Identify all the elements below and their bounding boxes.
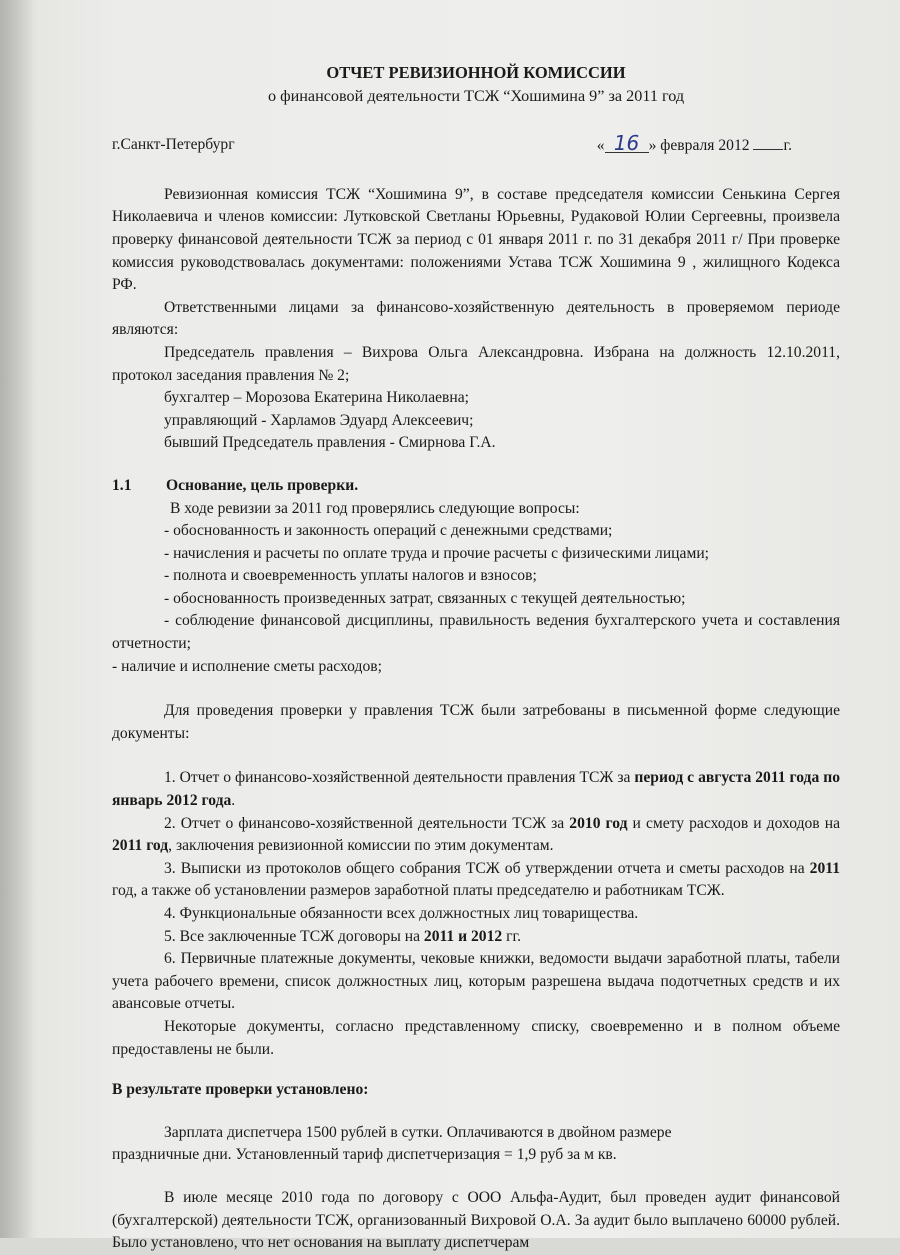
year-suffix: г. (783, 137, 792, 155)
requested-doc-2 (112, 813, 840, 858)
doc2-text: 2. Отчет о финансово-хозяйственной деятельности ТСЖ за (164, 814, 570, 832)
section-number: 1.1 (112, 476, 132, 494)
chairman-line: Председатель правления – Вихрова Ольга Александровна. Избрана на должность 12.10.2011, протокол заседания правления № 2; (112, 343, 840, 384)
report-subtitle: о финансовой деятельности ТСЖ “Хошимина 9” за 2011 год (267, 86, 685, 105)
city: г.Санкт-Петербург (112, 136, 235, 154)
list-item: - соблюдение финансовой дисциплины, правильность ведения бухгалтерского учета и составления отчетности; (112, 612, 840, 653)
doc5-end: гг. (502, 927, 522, 945)
doc2-year-b: 2011 год (112, 837, 169, 855)
date-open-quote: « (596, 137, 605, 155)
section-heading (112, 475, 840, 498)
former-chairman-line: бывший Председатель правления - Смирнова Г.А. (164, 434, 496, 452)
doc1-end: . (231, 792, 236, 810)
doc3-year: 2011 (809, 859, 840, 877)
requested-doc-6: 6. Первичные платежные документы, чековые книжки, ведомости выдачи заработной платы, табели учета рабочего времени, список должностных лиц, которым разрешена выдача подотчетных средств и их авансовые отчеты. (112, 950, 840, 1013)
audit-paragraph: В июле месяце 2010 года по договору с ООО Альфа-Аудит, был проведен аудит финансовой (бухгалтерской) деятельности ТСЖ, организованный Вихровой О.А. За аудит было выплачено 60000 рублей. Было установлено, что нет основания на выплату диспетчерам (112, 1188, 840, 1252)
doc3-end: год, а также об установлении размеров заработной платы председателю и работникам ТСЖ. (112, 882, 725, 900)
manager-line: управляющий - Харламов Эдуард Алексеевич; (164, 411, 474, 429)
requested-doc-1 (112, 767, 840, 812)
list-item: - полнота и своевременность уплаты налогов и взносов; (164, 567, 537, 585)
report-date (596, 131, 792, 158)
list-item: - начисления и расчеты по оплате труда и прочие расчеты с физическими лицами; (164, 544, 709, 562)
year-blank (753, 135, 783, 150)
accountant-line: бухгалтер – Морозова Екатерина Николаевна; (164, 389, 469, 407)
doc2-year: 2010 год (569, 814, 628, 832)
section-lead: В ходе ревизии за 2011 год проверялись следующие вопросы: (170, 499, 580, 517)
dispatcher-salary-line-2: праздничные дни. Установленный тариф диспетчеризация = 1,9 руб за м кв. (112, 1146, 617, 1164)
results-heading: В результате проверки установлено: (112, 1081, 369, 1099)
list-item: - обоснованность и законность операций с денежными средствами; (164, 522, 613, 540)
handwritten-day: 16 (605, 134, 649, 153)
missing-docs-note: Некоторые документы, согласно представленному списку, своевременно и в полном объеме предоставлены не были. (112, 1017, 840, 1058)
doc1-text: 1. Отчет о финансово-хозяйственной деятельности правления ТСЖ за (164, 769, 635, 787)
requested-doc-5 (112, 926, 840, 949)
list-item: - обоснованность произведенных затрат, связанных с текущей деятельностью; (164, 589, 686, 607)
doc5-text: 5. Все заключенные ТСЖ договоры на (164, 927, 424, 945)
requested-docs-lead: Для проведения проверки у правления ТСЖ были затребованы в письменной форме следующие документы: (112, 702, 840, 742)
section-title: Основание, цель проверки. (166, 476, 359, 494)
checked-issues-list (112, 498, 840, 679)
requested-doc-3 (112, 858, 840, 903)
intro-paragraph: Ревизионная комиссия ТСЖ “Хошимина 9”, в составе председателя комиссии Сенькина Сергея Николаевича и членов комиссии: Лутковской Светланы Юрьевны, Рудаковой Юлии Сергеевны, произвела проверку финансовой деятельности ТСЖ за период с 01 января 2011 г. по 31 декабря 2011 г/ При проверке комиссия руководствовалась документами: положениями Устава ТСЖ Хошимина 9 , жилищного Кодекса РФ. (112, 185, 840, 294)
date-month-year: » февраля 2012 (648, 137, 750, 155)
doc5-years: 2011 и 2012 (423, 927, 503, 945)
list-item: - наличие и исполнение сметы расходов; (112, 657, 382, 675)
dispatcher-salary-line-1: Зарплата диспетчера 1500 рублей в сутки. Оплачиваются в двойном размере (164, 1123, 672, 1141)
report-body (112, 62, 840, 1255)
report-title: ОТЧЕТ РЕВИЗИОННОЙ КОМИССИИ (326, 63, 626, 82)
doc3-text: 3. Выписки из протоколов общего собрания ТСЖ об утверждении отчета и сметы расходов на (164, 859, 810, 877)
doc2-text-b: и смету расходов и доходов на (627, 814, 840, 832)
doc1-period: период с августа 2011 года по январь 2012 года (112, 769, 840, 810)
city-date-line (112, 131, 840, 158)
responsible-lead: Ответственными лицами за финансово-хозяйственную деятельность в проверяемом периоде являются: (112, 298, 840, 339)
doc2-end: , заключения ревизионной комиссии по этим документам. (168, 837, 554, 855)
requested-doc-4: 4. Функциональные обязанности всех должностных лиц товарищества. (164, 905, 639, 922)
